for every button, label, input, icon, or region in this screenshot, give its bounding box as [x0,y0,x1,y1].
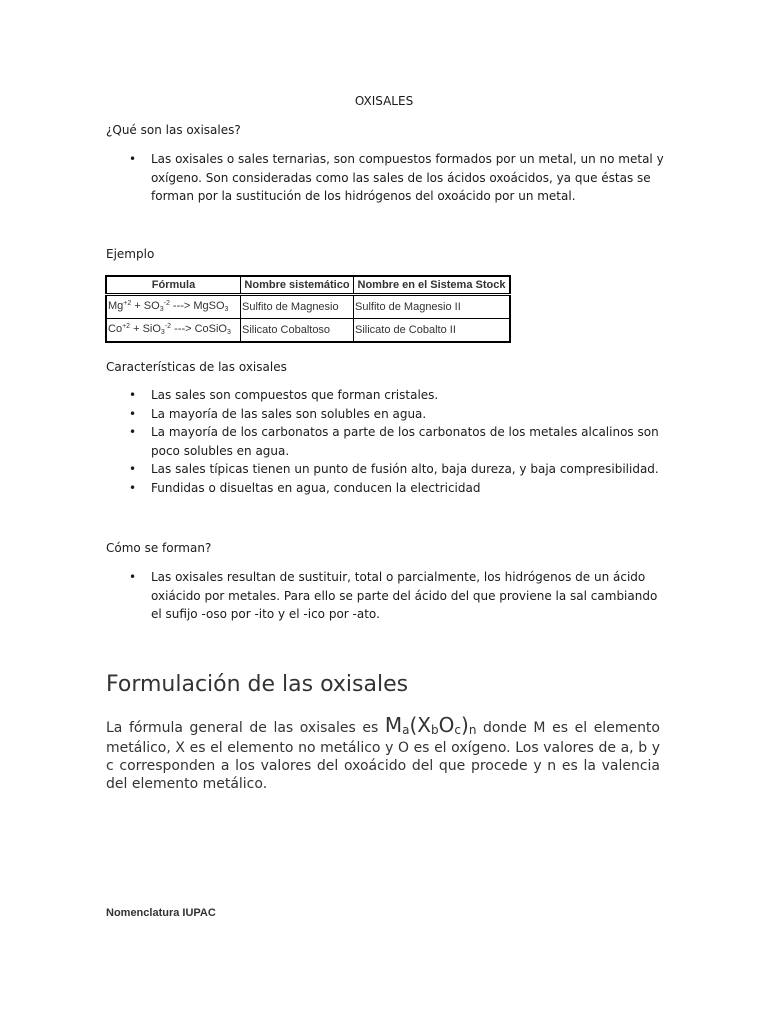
list-item-text: La mayoría de las sales son solubles en agua. [151,406,427,421]
list-item-text: Las sales típicas tienen un punto de fusión alto, baja dureza, y baja compresibilidad. [151,462,659,476]
list-item [106,386,666,405]
bullet-icon: • [129,425,137,439]
formulation-heading: Formulación de las oxisales [106,672,409,697]
list-item [106,460,666,479]
column-header-stock-name: Nombre en el Sistema Stock [354,276,511,295]
features-list [106,386,666,497]
formula-cell: $Mg^{+2} + SO_3^{-2}$ ---> MgSO$_3$ [106,295,241,319]
list-item [106,568,666,624]
iupac-nomenclature-label: Nomenclatura IUPAC [106,907,216,919]
features-heading: Características de las oxisales [106,360,287,374]
list-item-text: Las oxisales resultan de sustituir, total o parcialmente, los hidrógenos de un ácido oxiácido por metales. Para ello se parte del ácido del que proviene la sal cambiando el sufijo -oso por -ito y el -ico por -ato. [151,570,658,621]
list-item-text: Fundidas o disueltas en agua, conducen la electricidad [151,480,481,495]
example-table [105,275,511,343]
list-item [106,405,666,424]
list-item [106,479,666,498]
column-header-systematic-name: Nombre sistemático [241,276,354,295]
list-item-text: La mayoría de los carbonatos a parte de los carbonatos de los metales alcalinos son poco solubles en agua. [151,425,659,458]
stock-name-cell: Sulfito de Magnesio II [354,295,511,319]
table-header-row [106,276,510,295]
bullet-icon: • [129,152,137,166]
question-what-are-oxisales: ¿Qué son las oxisales? [106,123,241,137]
list-item-text: Las sales son compuestos que forman cristales. [151,388,439,402]
bullet-icon: • [129,462,137,476]
column-header-formula: Fórmula [106,276,241,295]
systematic-name-cell: Sulfito de Magnesio [241,295,354,319]
list-item [106,423,666,460]
table-row [106,319,510,343]
bullet-icon: • [129,480,137,495]
systematic-name-cell: Silicato Cobaltoso [241,319,354,343]
bullet-icon: • [129,406,137,421]
formula-m: M [384,713,403,737]
example-label: Ejemplo [106,247,155,261]
formation-list [106,568,666,624]
formation-heading: Cómo se forman? [106,541,212,555]
page-title: OXISALES [354,94,414,108]
bullet-icon: • [129,570,137,584]
definition-list [106,150,666,206]
table-row [106,295,510,319]
formula-cell: $Co^{+2} + SiO_3^{-2}$ ---> CoSiO$_3$ [106,319,241,343]
bullet-icon: • [129,388,137,402]
general-formula-paragraph: La fórmula general de las oxisales es $M_a(X_bO_c)_n$ donde M es el elemento metálico, X es el elemento no metálico y O es el oxígeno. Los valores de a, b y c corresponden a los valores del oxoácido del que procede y n es la valencia del elemento metálico. [106,713,660,792]
stock-name-cell: Silicato de Cobalto II [354,319,511,343]
list-item-text: Las oxisales o sales ternarias, son compuestos formados por un metal, un no metal y oxígeno. Son consideradas como las sales de los ácidos oxoácidos, ya que éstas se forman por la sustitución de los hidrógenos del oxoácido por un metal. [151,152,664,203]
list-item [106,150,666,206]
